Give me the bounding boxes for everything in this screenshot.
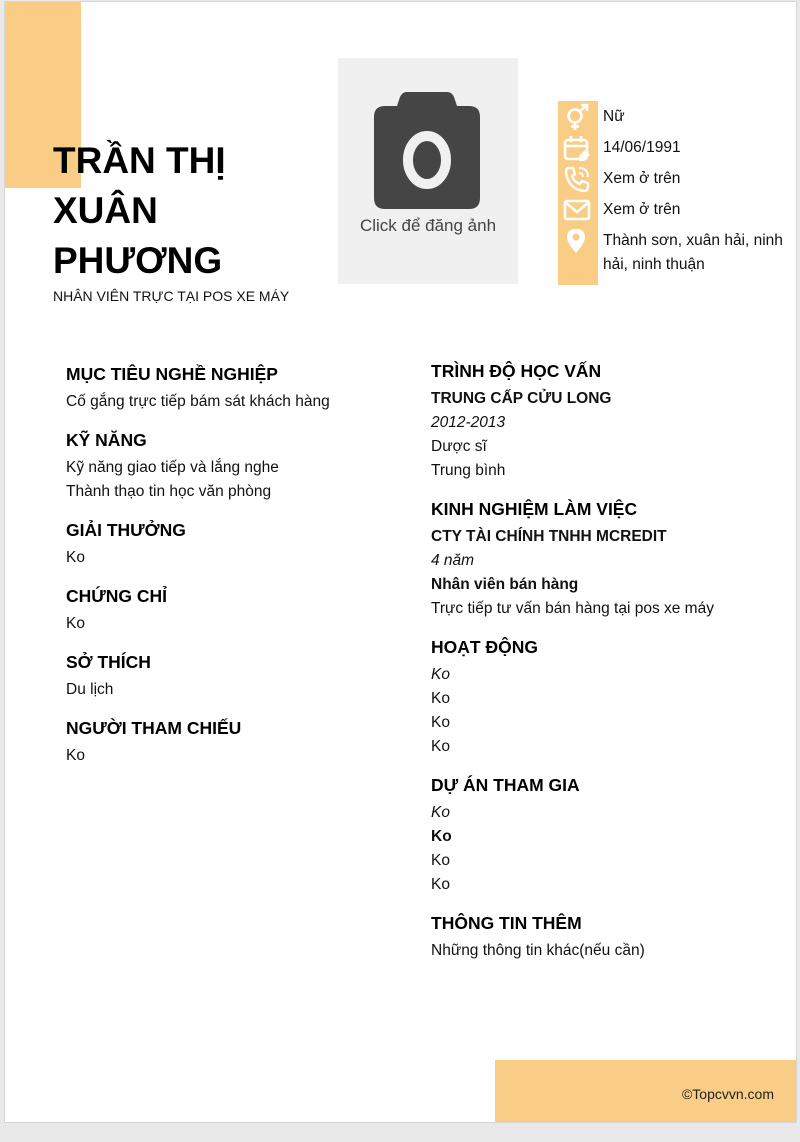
photo-upload[interactable] <box>338 58 518 284</box>
section-activities <box>431 635 781 759</box>
section-title: NGƯỜI THAM CHIẾU <box>66 718 242 738</box>
education-major: Dược sĩ <box>431 438 487 455</box>
left-column <box>66 362 396 782</box>
contact-phone: Xem ở trên <box>603 170 681 187</box>
section-title: KỸ NĂNG <box>66 430 147 450</box>
calendar-icon <box>563 134 591 162</box>
section-awards <box>66 518 396 570</box>
candidate-name: TRẦN THỊ XUÂN PHƯƠNG <box>53 140 226 281</box>
section-title: CHỨNG CHỈ <box>66 586 168 606</box>
project-name: Ko <box>431 828 452 845</box>
project-line: Ko <box>431 852 450 869</box>
experience-description: Trực tiếp tư vấn bán hàng tại pos xe máy <box>431 600 714 617</box>
section-title: TRÌNH ĐỘ HỌC VẤN <box>431 361 602 381</box>
section-skills <box>66 428 396 504</box>
contact-birthday: 14/06/1991 <box>603 139 681 156</box>
contact-email: Xem ở trên <box>603 201 681 218</box>
email-icon <box>563 196 591 224</box>
activity-line: Ko <box>431 690 450 707</box>
section-title: GIẢI THƯỞNG <box>66 520 186 540</box>
section-additional <box>431 911 781 963</box>
certificates-text: Ko <box>66 615 85 632</box>
objective-text: Cố gắng trực tiếp bám sát khách hàng <box>66 393 330 410</box>
contact-gender: Nữ <box>603 108 625 125</box>
cv-page <box>4 1 797 1123</box>
activity-time: Ko <box>431 666 450 683</box>
experience-position: Nhân viên bán hàng <box>431 576 579 593</box>
awards-text: Ko <box>66 549 85 566</box>
experience-time: 4 năm <box>431 552 475 569</box>
right-column <box>431 359 781 977</box>
education-school: TRUNG CẤP CỬU LONG <box>431 390 612 407</box>
section-references <box>66 716 396 768</box>
section-certificates <box>66 584 396 636</box>
section-experience <box>431 497 781 621</box>
activity-line: Ko <box>431 714 450 731</box>
camera-icon <box>373 92 481 210</box>
phone-icon <box>563 165 591 193</box>
section-title: THÔNG TIN THÊM <box>431 913 582 933</box>
location-icon <box>563 227 591 255</box>
section-objective <box>66 362 396 414</box>
experience-company: CTY TÀI CHÍNH TNHH MCREDIT <box>431 528 667 545</box>
project-line: Ko <box>431 876 450 893</box>
section-title: HOẠT ĐỘNG <box>431 637 538 657</box>
section-title: KINH NGHIỆM LÀM VIỆC <box>431 499 638 519</box>
section-hobbies <box>66 650 396 702</box>
section-projects <box>431 773 781 897</box>
photo-upload-label: Click để đăng ảnh <box>359 216 497 235</box>
contact-address: Thành sơn, xuân hải, ninh hải, ninh thuận <box>603 232 783 273</box>
hobbies-text: Du lịch <box>66 681 114 698</box>
references-text: Ko <box>66 747 85 764</box>
skill-item: Kỹ năng giao tiếp và lắng nghe <box>66 459 279 476</box>
section-title: MỤC TIÊU NGHỀ NGHIỆP <box>66 364 278 384</box>
education-grade: Trung bình <box>431 462 506 479</box>
project-time: Ko <box>431 804 450 821</box>
job-title: NHÂN VIÊN TRỰC TẠI POS XE MÁY <box>53 288 290 304</box>
gender-icon <box>563 103 591 131</box>
skill-item: Thành thạo tin học văn phòng <box>66 483 272 500</box>
section-title: SỞ THÍCH <box>66 652 151 672</box>
section-title: DỰ ÁN THAM GIA <box>431 775 580 795</box>
activity-line: Ko <box>431 738 450 755</box>
section-education <box>431 359 781 483</box>
additional-text: Những thông tin khác(nếu cần) <box>431 942 645 959</box>
education-time: 2012-2013 <box>431 414 506 431</box>
footer-copyright[interactable]: ©Topcvvn.com <box>681 1086 774 1102</box>
